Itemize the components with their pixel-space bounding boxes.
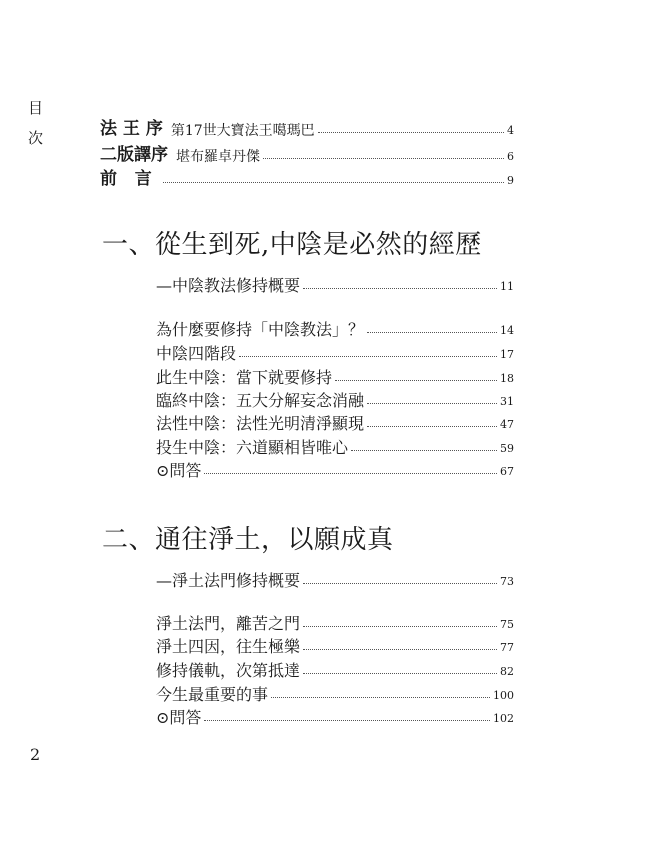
toc-entry-preface-1[interactable] [100, 114, 514, 138]
side-label-ci: 次 [28, 129, 44, 147]
toc-entry[interactable] [156, 681, 514, 703]
toc-page-number: 77 [500, 641, 514, 654]
toc-entry[interactable] [156, 657, 514, 679]
dot-leader [303, 626, 497, 627]
toc-entry-preface-2[interactable] [100, 140, 514, 164]
toc-label: 法 王 序 [100, 119, 163, 139]
toc-sublabel: 堪布羅卓丹傑 [176, 149, 260, 165]
page-number: 2 [30, 745, 41, 764]
toc-sublabel: 第17世大寶法王噶瑪巴 [170, 123, 315, 139]
toc-label: ⊙問答 [156, 708, 202, 727]
chapter-title[interactable]: 二、通往淨土，以願成真 [102, 525, 394, 555]
toc-entry-preface-3[interactable] [100, 164, 514, 188]
toc-entry[interactable] [156, 704, 514, 726]
toc-entry[interactable] [156, 316, 514, 338]
toc-page-number: 14 [500, 324, 514, 337]
toc-page-number: 47 [500, 418, 514, 431]
toc-page-number: 9 [507, 174, 514, 187]
toc-entry[interactable] [156, 633, 514, 655]
dot-leader [263, 158, 504, 159]
toc-label: —淨土法門修持概要 [156, 571, 301, 590]
toc-entry[interactable] [156, 434, 514, 456]
dot-leader [204, 473, 497, 474]
side-label-mu: 目 [28, 99, 44, 117]
toc-entry[interactable] [156, 364, 514, 386]
toc-label: 此生中陰：當下就要修持 [156, 368, 333, 387]
toc-label: —中陰教法修持概要 [156, 276, 301, 295]
toc-page-number: 17 [500, 348, 514, 361]
toc-page-number: 102 [493, 712, 514, 725]
toc-page-number: 11 [500, 280, 514, 293]
dot-leader [303, 673, 497, 674]
toc-label: 中陰四階段 [156, 344, 237, 363]
toc-label: ⊙問答 [156, 461, 202, 480]
toc-entry[interactable] [156, 340, 514, 362]
toc-page-number: 4 [507, 124, 514, 137]
dot-leader [204, 720, 490, 721]
dot-leader [303, 288, 497, 289]
dot-leader [367, 426, 497, 427]
toc-page-number: 59 [500, 442, 514, 455]
toc-page-number: 6 [507, 150, 514, 163]
toc-entry[interactable] [156, 410, 514, 432]
toc-label: 為什麼要修持「中陰教法」？ [156, 320, 365, 339]
toc-label: 法性中陰：法性光明清淨顯現 [156, 414, 365, 433]
toc-entry[interactable] [156, 457, 514, 479]
toc-chapter-subtitle[interactable] [156, 567, 514, 589]
toc-page-number: 18 [500, 372, 514, 385]
toc-page-number: 31 [500, 395, 514, 408]
toc-entry[interactable] [156, 387, 514, 409]
dot-leader [163, 182, 504, 183]
dot-leader [367, 403, 497, 404]
dot-leader [303, 649, 497, 650]
toc-page-number: 73 [500, 575, 514, 588]
dot-leader [351, 450, 497, 451]
toc-entry[interactable] [156, 610, 514, 632]
toc-label: 修持儀軌，次第抵達 [156, 661, 301, 680]
dot-leader [318, 132, 504, 133]
dot-leader [303, 583, 497, 584]
toc-page-number: 75 [500, 618, 514, 631]
dot-leader [335, 380, 497, 381]
toc-label: 臨終中陰：五大分解妄念消融 [156, 391, 365, 410]
toc-page-number: 100 [493, 689, 514, 702]
toc-label: 淨土法門，離苦之門 [156, 614, 301, 633]
dot-leader [367, 332, 497, 333]
toc-label: 前 言 [100, 169, 152, 189]
toc-label: 今生最重要的事 [156, 685, 269, 704]
toc-page-number: 67 [500, 465, 514, 478]
toc-page-number: 82 [500, 665, 514, 678]
toc-chapter-subtitle[interactable] [156, 272, 514, 294]
chapter-title[interactable]: 一、從生到死,中陰是必然的經歷 [102, 230, 482, 260]
toc-label: 二版譯序 [100, 145, 168, 165]
toc-label: 投生中陰：六道顯相皆唯心 [156, 438, 349, 457]
toc-label: 淨土四因，往生極樂 [156, 637, 301, 656]
dot-leader [271, 697, 490, 698]
dot-leader [239, 356, 497, 357]
